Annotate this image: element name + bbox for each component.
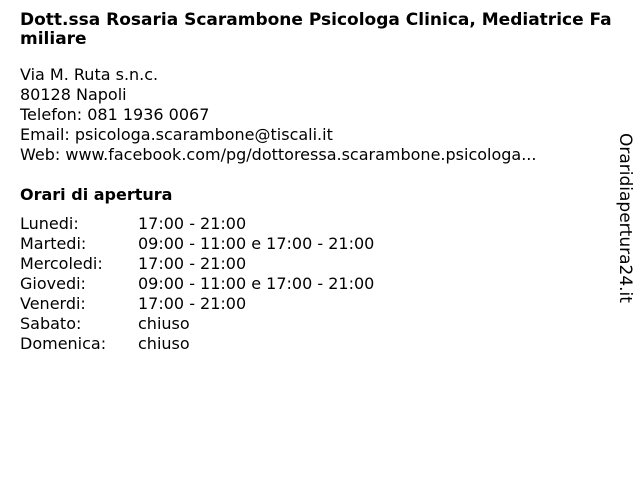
phone-number: Telefon: 081 1936 0067: [20, 105, 210, 124]
day-label: Lunedi:: [20, 214, 79, 233]
business-title: Dott.ssa Rosaria Scarambone Psicologa Clinica, Mediatrice Familiare: [20, 10, 612, 49]
day-label: Domenica:: [20, 334, 107, 353]
day-label: Mercoledi:: [20, 254, 103, 273]
city-postal: 80128 Napoli: [20, 85, 127, 104]
site-brand-text: Oraridiapertura24.it: [615, 133, 635, 303]
website-url: Web: www.facebook.com/pg/dottoressa.scarambone.psicologa...: [20, 145, 537, 164]
time-value: chiuso: [138, 334, 190, 353]
time-value: chiuso: [138, 314, 190, 333]
day-label: Sabato:: [20, 314, 82, 333]
time-value: 17:00 - 21:00: [138, 254, 247, 273]
opening-hours-heading: Orari di apertura: [20, 185, 173, 204]
day-label: Martedi:: [20, 234, 87, 253]
time-value: 17:00 - 21:00: [138, 214, 247, 233]
site-brand-vertical: [611, 133, 635, 313]
street-address: Via M. Ruta s.n.c.: [20, 65, 159, 84]
time-value: 17:00 - 21:00: [138, 294, 247, 313]
day-label: Venerdi:: [20, 294, 86, 313]
address-block: [20, 65, 536, 165]
day-label: Giovedi:: [20, 274, 86, 293]
time-value: 09:00 - 11:00 e 17:00 - 21:00: [138, 274, 375, 293]
time-value: 09:00 - 11:00 e 17:00 - 21:00: [138, 234, 375, 253]
email-address: Email: psicologa.scarambone@tiscali.it: [20, 125, 333, 144]
